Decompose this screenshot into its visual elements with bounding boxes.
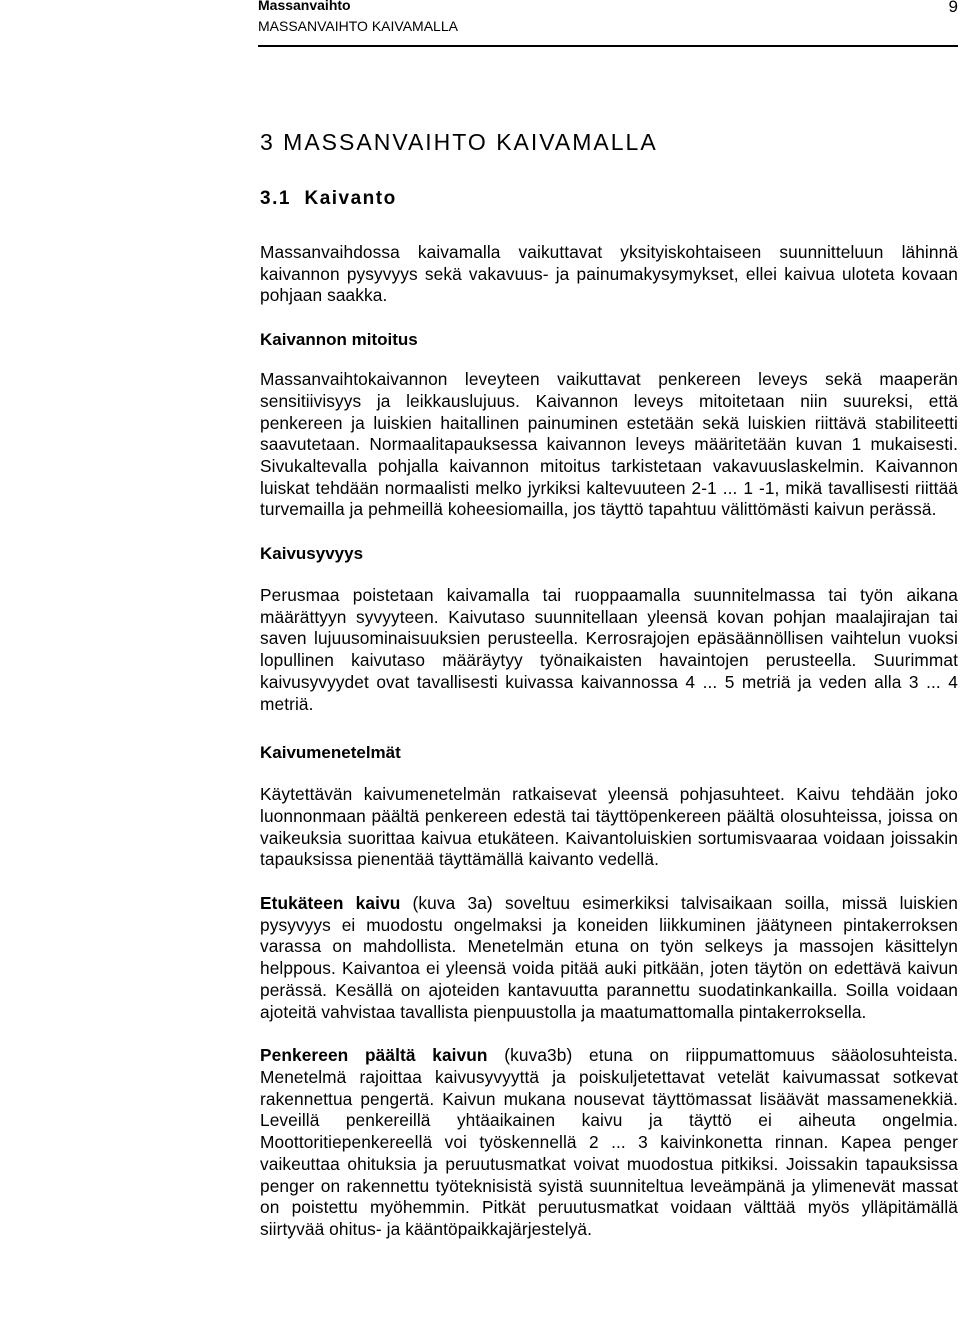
chapter-title: 3 MASSANVAIHTO KAIVAMALLA <box>260 129 658 155</box>
lead-term: Etukäteen kaivu <box>260 893 401 914</box>
page-header <box>258 0 958 46</box>
subsection-heading-kaivumenetelmat: Kaivumenetelmät <box>260 743 401 763</box>
header-divider <box>258 45 958 47</box>
running-subtitle: MASSANVAIHTO KAIVAMALLA <box>258 18 458 34</box>
paragraph-etukateen-kaivu <box>260 893 958 1023</box>
paragraph-kaivumenetelmat: Käytettävän kaivumenetelmän ratkaisevat yleensä pohjasuhteet. Kaivu tehdään joko luonnonmaan päältä penkereen edestä tai täyttöpenkereen päältä olosuhteissa, joissa on vaikeuksia suorittaa kaivua etukäteen. Kaivantoluiskien sortumisvaaraa voidaan joissakin tapauksissa pienentää täyttämällä kaivanto vedellä. <box>260 784 958 870</box>
running-title: Massanvaihto <box>258 0 351 13</box>
paragraph-penkereen-paalta <box>260 1045 958 1240</box>
paragraph-kaivusyvyys: Perusmaa poistetaan kaivamalla tai ruoppaamalla suunnitelmassa tai työn aikana määrättyyn syvyyteen. Kaivutaso suunnitellaan yleensä kovan pohjan maalajirajan tai saven lujuusominaisuuksien perusteella. Kerrosrajojen epäsäännöllisen vaihtelun vuoksi lopullinen kaivutaso määräytyy työnaikaisten havaintojen perusteella. Suurimmat kaivusyvyydet ovat tavallisesti kuivassa kaivannossa 4 ... 5 metriä ja veden alla 3 ... 4 metriä. <box>260 585 958 714</box>
page-body <box>260 127 958 1241</box>
paragraph-mitoitus: Massanvaihtokaivannon leveyteen vaikuttavat penkereen leveys sekä maaperän sensitiivisyys ja leikkauslujuus. Kaivannon leveys mitoitetaan niin suureksi, että penkereen ja luiskien haitallinen painuminen estetään sekä luiskien riittävä stabiliteetti saavutetaan. Normaalitapauksessa kaivannon leveys määritetään kuvan 1 mukaisesti. Sivukaltevalla pohjalla kaivannon mitoitus tarkistetaan vakavuuslaskelmin. Kaivannon luiskat tehdään normaalisti melko jyrkiksi kaltevuuteen 2-1 ... 1 -1, mikä tavallisesti riittää turvemailla ja pehmeillä koheesiomailla, jos täyttö tapahtuu välittömästi kaivun perässä. <box>260 369 958 520</box>
lead-term: Penkereen päältä kaivun <box>260 1045 488 1066</box>
subsection-heading-kaivusyvyys: Kaivusyvyys <box>260 544 364 564</box>
intro-paragraph: Massanvaihdossa kaivamalla vaikuttavat yksityiskohtaiseen suunnitteluun lähinnä kaivannon pysyvyys sekä vakavuus- ja painumakysymykset, ellei kaivua uloteta kovaan pohjaan saakka. <box>260 242 958 306</box>
page-number: 9 <box>948 0 958 16</box>
subsection-heading-mitoitus: Kaivannon mitoitus <box>260 330 418 350</box>
section-title: 3.1 Kaivanto <box>260 188 397 209</box>
paragraph-text: (kuva3b) etuna on riippumattomuus sääolosuhteista. Menetelmä rajoittaa kaivusyvyyttä ja poiskuljetettavat vetelät kaivumassat sotkevat rakennettua pengertä. Kaivun mukana nousevat täyttömassat lisäävät massamenekkiä. Leveillä penkereillä yhtäaikainen kaivu ja täyttö ei aiheuta ongelmia. Moottoritiepenkereellä voi työskennellä 2 ... 3 kaivinkonetta rinnan. Kapea penger vaikeuttaa ohituksia ja peruutusmatkat voivat muodostua pitkiksi. Joissakin tapauksissa penger on rakennettu työteknisistä syistä suunniteltua leveämpänä ja ylimenevät massat on poistettu myöhemmin. Pitkät peruutusmatkat voidaan välttää myös ylläpitämällä siirtyvää ohitus- ja kääntöpaikkajärjestelyä. <box>260 1045 958 1239</box>
paragraph-text: (kuva 3a) soveltuu esimerkiksi talvisaikaan soilla, missä luiskien pysyvyys ei muodostu ongelmaksi ja koneiden liikkuminen jäätyneen pintakerroksen varassa on mahdollista. Menetelmän etuna on työn selkeys ja massojen käsittelyn helppous. Kaivantoa ei yleensä voida pitää auki pitkään, joten täytön on edettävä kaivun perässä. Kesällä on ajoteiden kantavuutta parannettu suodatinkankailla. Soilla voidaan ajoteitä vahvistaa tavallista pienpuustolla ja maatumattomalla pintakerroksella. <box>260 893 958 1022</box>
